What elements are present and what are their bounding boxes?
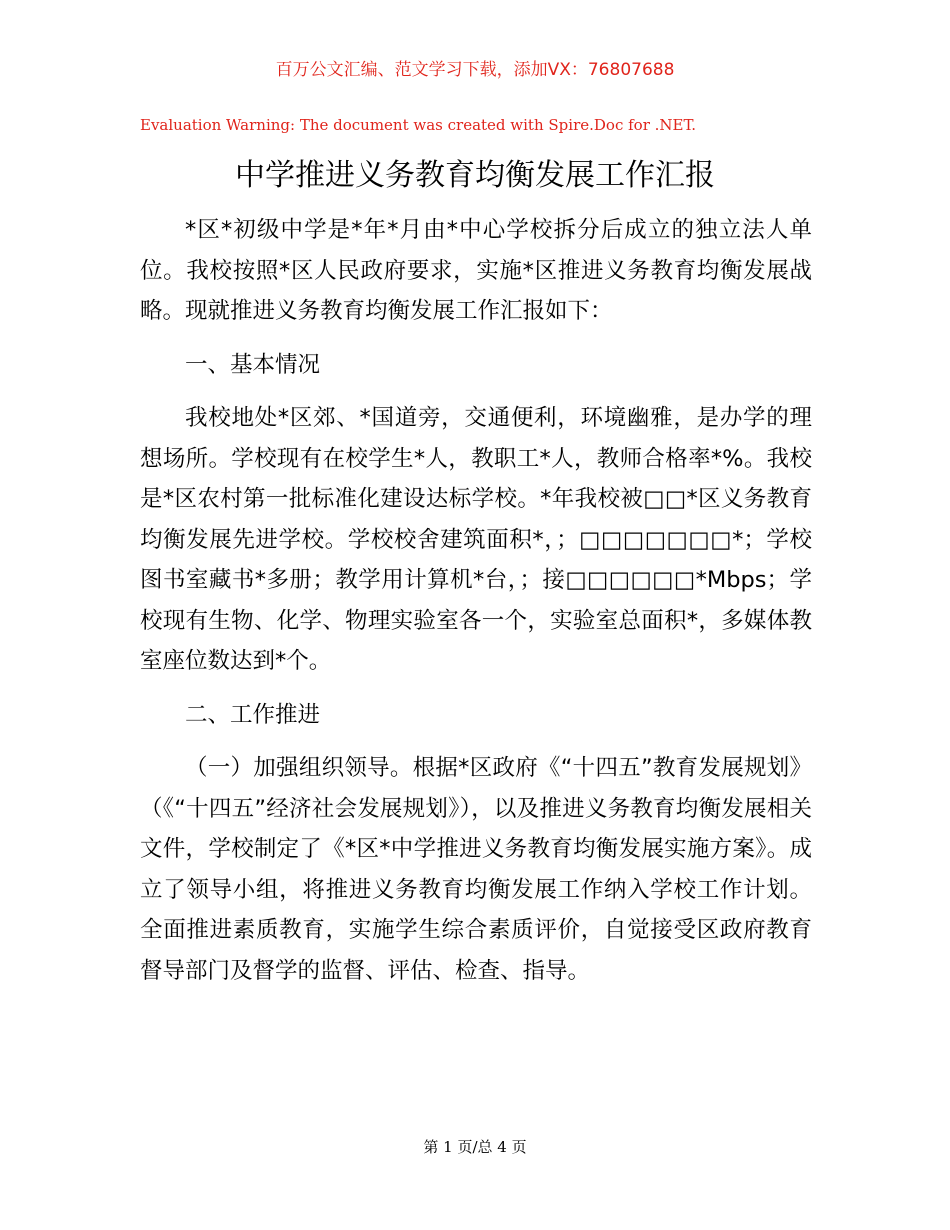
section-heading-work-progress: 二、工作推进	[185, 701, 321, 728]
intro-paragraph: *区*初级中学是*年*月由*中心学校拆分后成立的独立法人单位。我校按照*区人民政府要求，实施*区推进义务教育均衡发展战略。现就推进义务教育均衡发展工作汇报如下：	[140, 217, 812, 324]
document-body	[140, 210, 812, 991]
document-title: 中学推进义务教育均衡发展工作汇报	[235, 158, 715, 193]
section-heading-basic-info: 一、基本情况	[185, 351, 321, 378]
page-number: 第 1 页/总 4 页	[423, 1138, 527, 1156]
basic-info-paragraph: 我校地处*区郊、*国道旁，交通便利，环境幽雅，是办学的理想场所。学校现有在校学生*人，教职工*人，教师合格率*%。我校是*区农村第一批标准化建设达标学校。*年我校被□□*区义务教育均衡发展先进学校。学校校舍建筑面积*，；□□□□□□□*；学校图书室藏书*多册；教学用计算机*台，；接□□□□□□*Mbps；学校现有生物、化学、物理实验室各一个，实验室总面积*，多媒体教室座位数达到*个。	[140, 405, 812, 674]
organization-paragraph: （一）加强组织领导。根据*区政府《“十四五”教育发展规划》（《“十四五”经济社会发展规划》），以及推进义务教育均衡发展相关文件，学校制定了《*区*中学推进义务教育均衡发展实施方案》。成立了领导小组，将推进义务教育均衡发展工作纳入学校工作计划。全面推进素质教育，实施学生综合素质评价，自觉接受区政府教育督导部门及督学的监督、评估、检查、指导。	[140, 755, 812, 984]
header-banner: 百万公文汇编、范文学习下载，添加VX：76807688	[275, 60, 675, 80]
evaluation-warning: Evaluation Warning: The document was created with Spire.Doc for .NET.	[140, 116, 697, 134]
